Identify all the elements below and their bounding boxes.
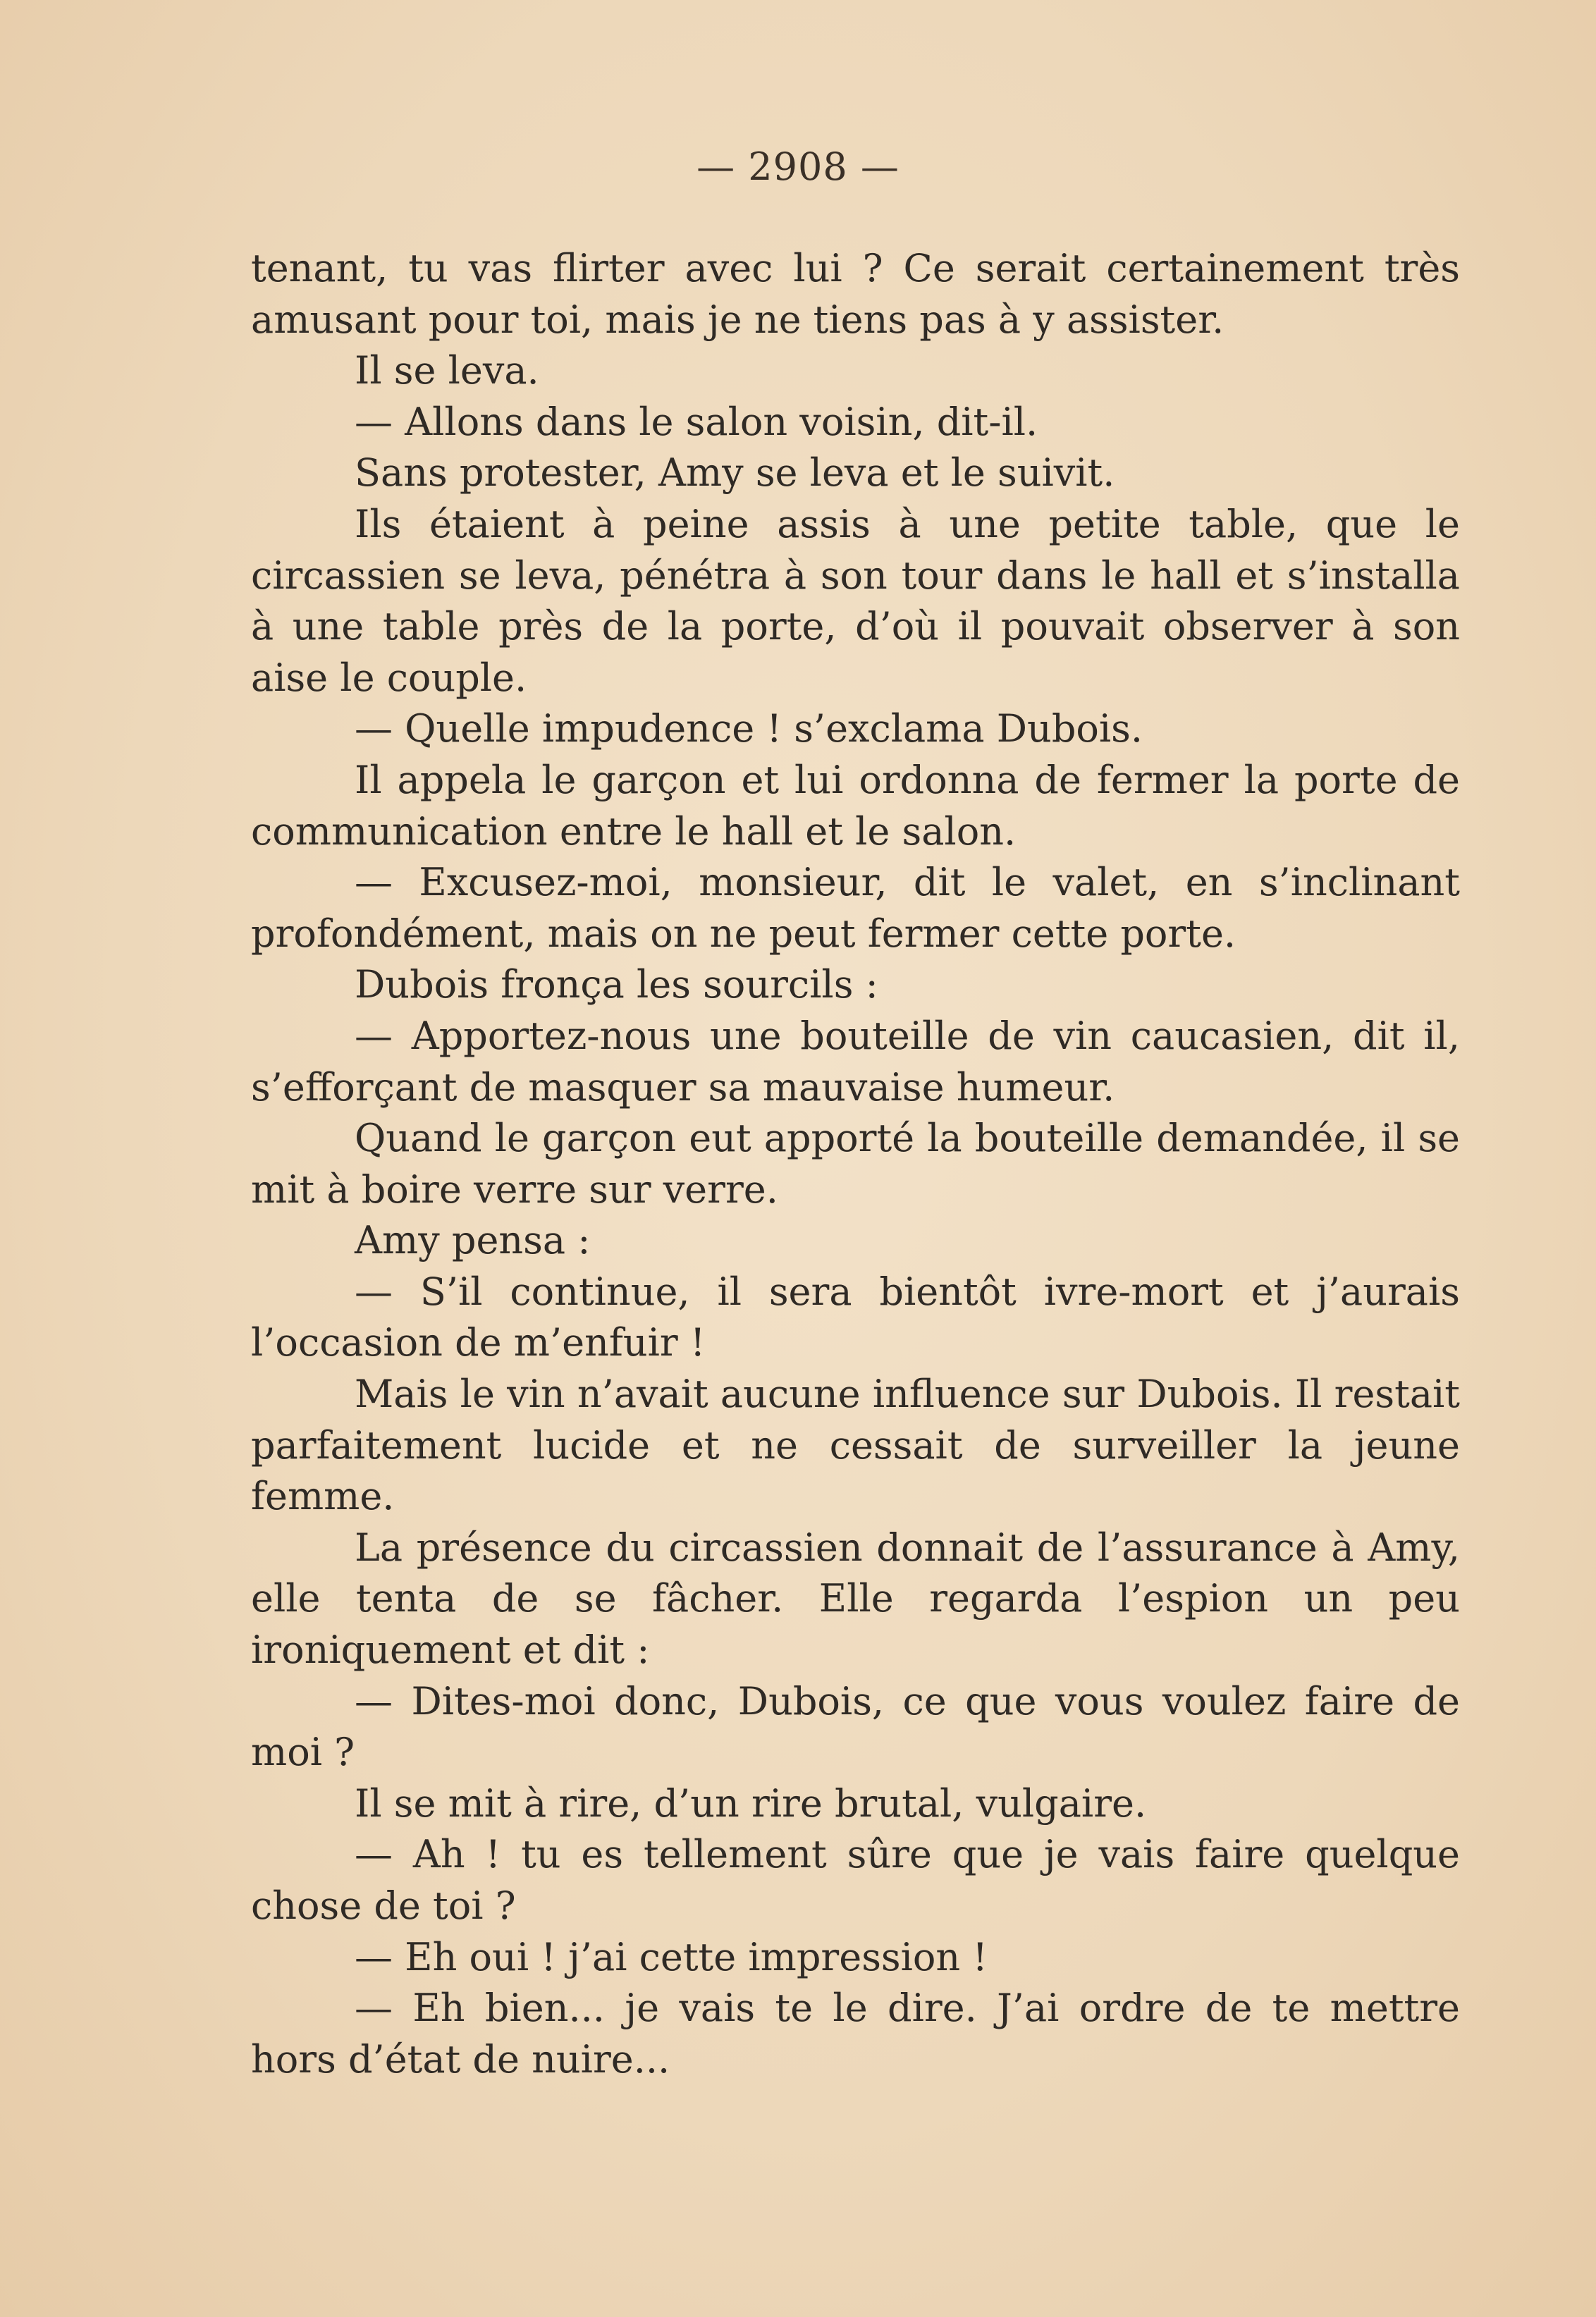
paragraph: — Quelle impudence ! s’exclama Dubois. [355,706,1143,751]
paragraph: Il appela le garçon et lui ordonna de fermer la porte de communication entre le hall et le salon. [251,757,1460,854]
paragraph: — Eh bien... je vais te le dire. J’ai ordre de te mettre hors d’état de nuire... [251,1986,1460,2082]
paragraph: — Allons dans le salon voisin, dit-il. [355,399,1038,444]
paragraph: Mais le vin n’avait aucune influence sur Dubois. Il restait parfaitement lucide et ne cessait de surveiller la jeune femme. [251,1372,1460,1519]
paragraph: Sans protester, Amy se leva et le suivit. [355,450,1115,496]
paragraph: Il se mit à rire, d’un rire brutal, vulgaire. [355,1781,1147,1826]
paragraph: — S’il continue, il sera bientôt ivre-mort et j’aurais l’occasion de m’enfuir ! [251,1269,1460,1365]
paragraph: Amy pensa : [355,1218,591,1263]
paragraph: La présence du circassien donnait de l’assurance à Amy, elle tenta de se fâcher. Elle regarda l’espion un peu ironiquement et dit : [251,1525,1460,1673]
paragraph: tenant, tu vas flirter avec lui ? Ce serait certainement très amusant pour toi, mais je ne tiens pas à y assister. [251,246,1460,342]
paragraph: — Eh oui ! j’ai cette impression ! [355,1934,988,1979]
paragraph: Dubois fronça les sourcils : [355,962,878,1007]
paragraph: — Excusez-moi, monsieur, dit le valet, en s’inclinant profondément, mais on ne peut fermer cette porte. [251,860,1460,956]
paragraph: — Dites-moi donc, Dubois, ce que vous voulez faire de moi ? [251,1678,1460,1775]
paragraph: Il se leva. [355,348,539,393]
paragraph: Quand le garçon eut apporté la bouteille demandée, il se mit à boire verre sur verre. [251,1116,1460,1212]
page-number: — 2908 — [696,145,900,189]
page-body [251,243,1460,2085]
paragraph: — Ah ! tu es tellement sûre que je vais faire quelque chose de toi ? [251,1832,1460,1928]
paragraph: — Apportez-nous une bouteille de vin caucasien, dit il, s’efforçant de masquer sa mauvaise humeur. [251,1013,1460,1110]
paragraph: Ils étaient à peine assis à une petite table, que le circassien se leva, pénétra à son tour dans le hall et s’installa à une table près de la porte, d’où il pouvait observer à son aise le couple. [251,501,1460,700]
